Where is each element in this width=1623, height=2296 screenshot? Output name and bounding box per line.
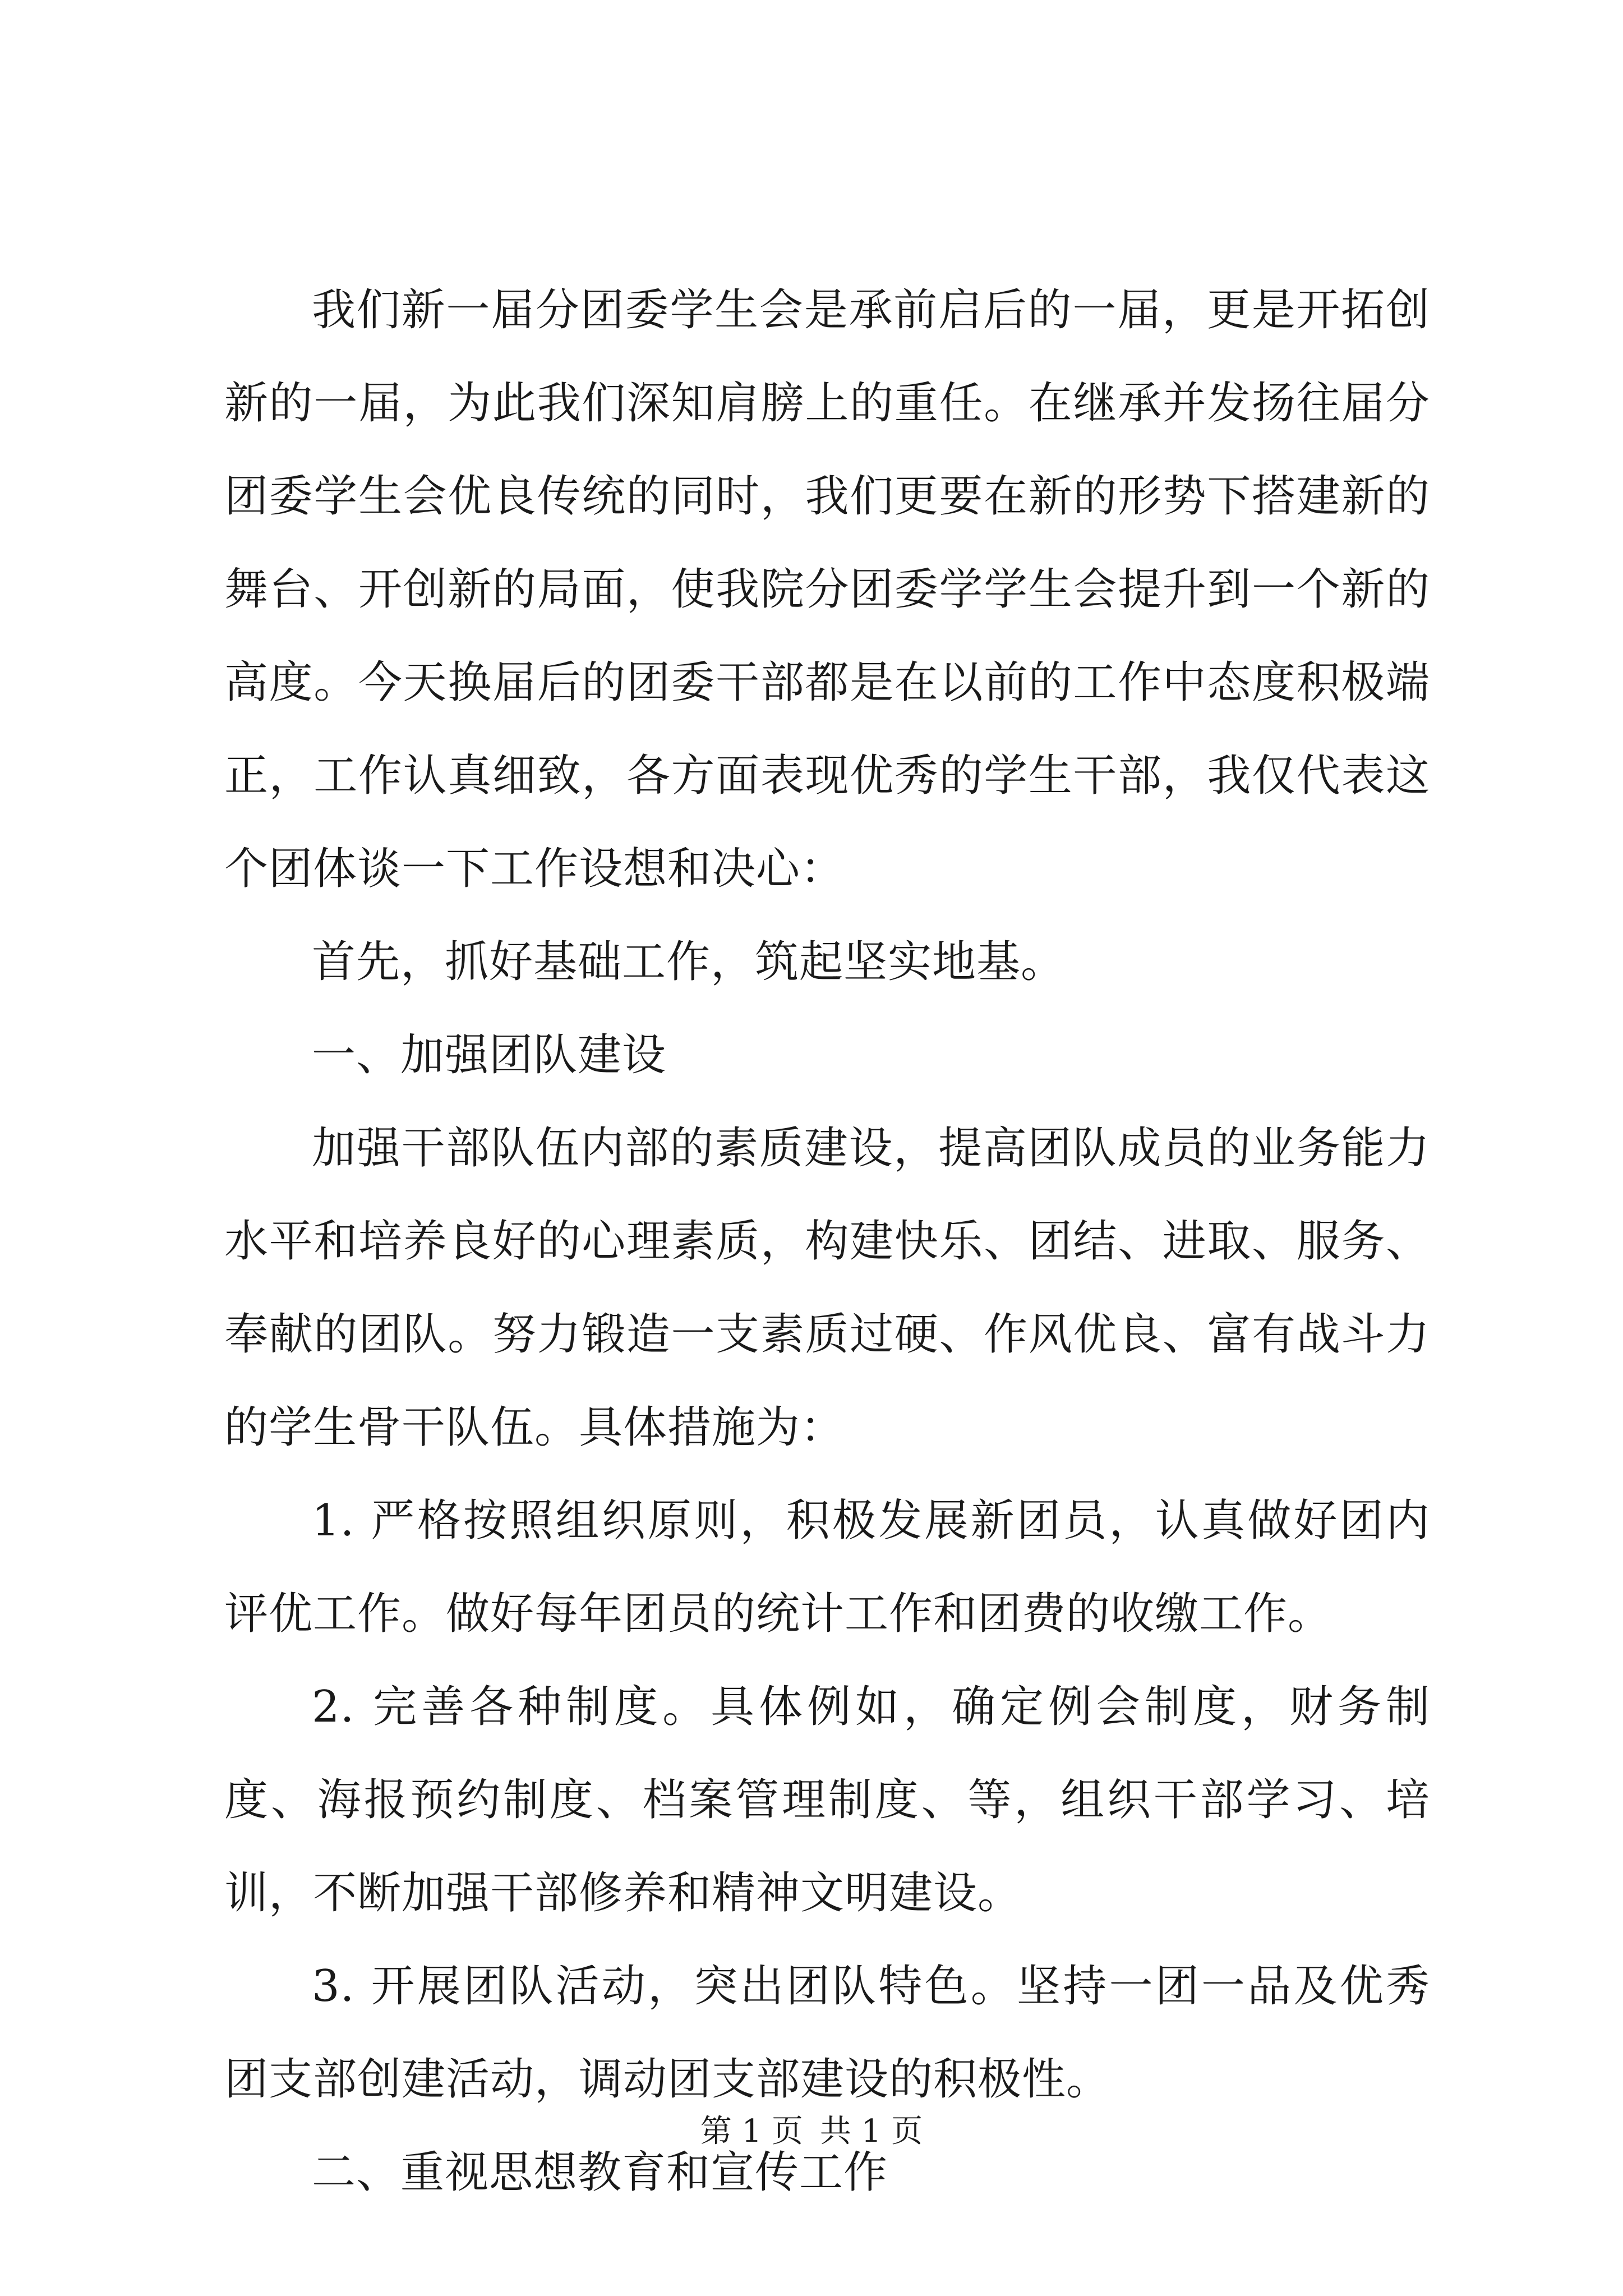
paragraph-first: 首先，抓好基础工作，筑起坚实地基。 — [312, 937, 1066, 987]
paragraph-intro: 我们新一届分团委学生会是承前启后的一届，更是开拓创新的一届，为此我们深知肩膀上的重任。在继承并发扬往届分团委学生会优良传统的同时，我们更要在新的形势下搭建新的舞台、开创新的局面，使我院分团委学学生会提升到一个新的高度。今天换届后的团委干部都是在以前的工作中态度积极端正，工作认真细致，各方面表现优秀的学生干部，我仅代表这个团体谈一下工作设想和决心： — [224, 285, 1430, 894]
document-body — [224, 264, 1430, 2219]
list-item-1: 1. 严格按照组织原则，积极发展新团员，认真做好团内评优工作。做好每年团员的统计工作和团费的收缴工作。 — [224, 1496, 1430, 1639]
list-item-3: 3. 开展团队活动，突出团队特色。坚持一团一品及优秀团支部创建活动，调动团支部建设的积极性。 — [224, 1961, 1430, 2105]
page-number: 第 1 页 — [700, 2113, 803, 2150]
page-total: 共 1 页 — [820, 2113, 923, 2150]
heading-team-building: 一、加强团队建设 — [312, 1030, 667, 1080]
page-footer — [0, 2109, 1623, 2154]
paragraph-team-building: 加强干部队伍内部的素质建设，提高团队成员的业务能力水平和培养良好的心理素质，构建快乐、团结、进取、服务、奉献的团队。努力锻造一支素质过硬、作风优良、富有战斗力的学生骨干队伍。具体措施为： — [224, 1123, 1430, 1453]
heading-education: 二、重视思想教育和宣传工作 — [312, 2147, 888, 2198]
list-item-2: 2. 完善各种制度。具体例如，确定例会制度，财务制度、海报预约制度、档案管理制度、等，组织干部学习、培训，不断加强干部修养和精神文明建设。 — [224, 1682, 1430, 1918]
